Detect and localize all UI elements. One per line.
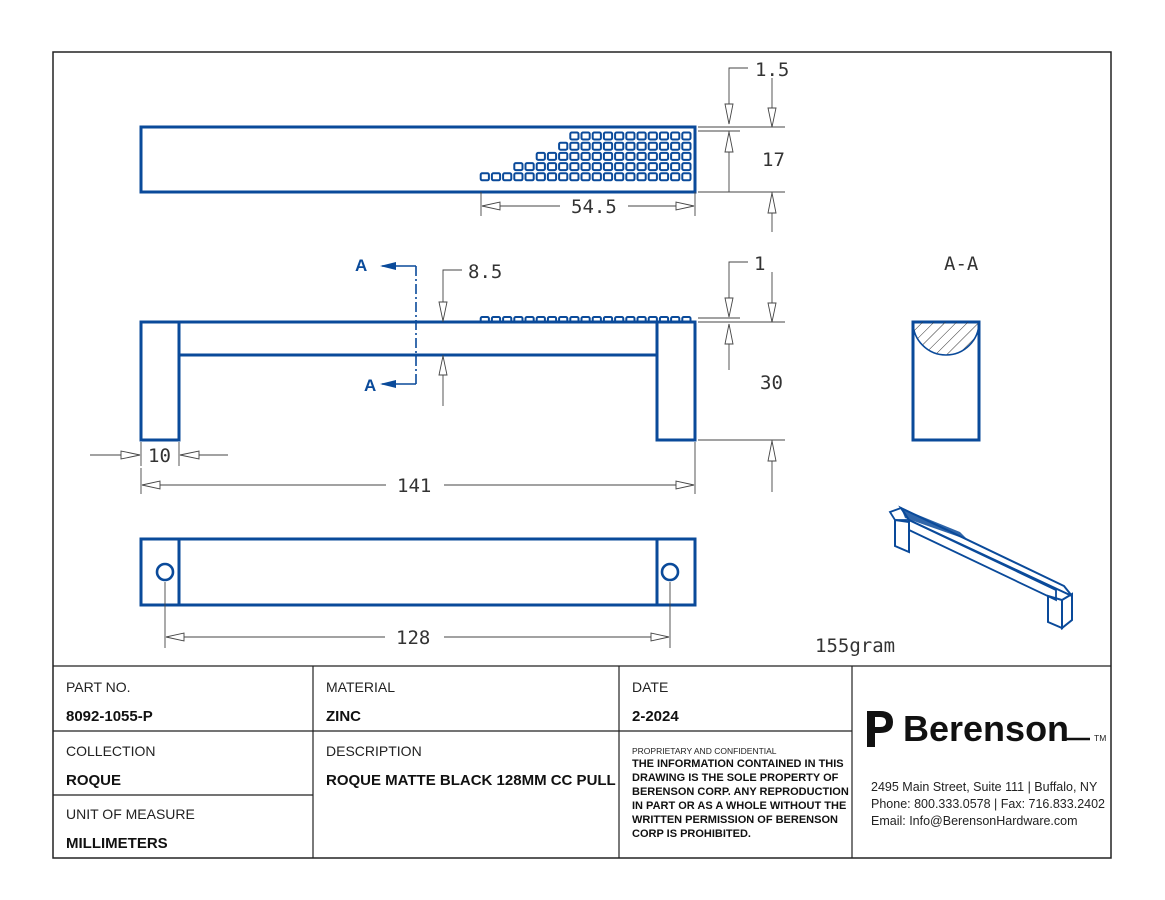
unit-label: UNIT OF MEASURE	[66, 806, 195, 822]
knurl-pattern	[481, 133, 691, 181]
knurl-cell	[492, 173, 500, 180]
knurl-cell	[615, 163, 623, 170]
knurl-cell	[570, 133, 578, 140]
bottom-view-dimensions	[165, 582, 670, 649]
knurl-edge-cell	[638, 317, 646, 322]
dim-knurl-length: 54.5	[571, 196, 617, 218]
mounting-hole-right	[662, 564, 678, 580]
knurl-cell	[593, 173, 601, 180]
knurl-edge-cell	[537, 317, 545, 322]
knurl-cell	[660, 173, 668, 180]
knurl-cell	[671, 163, 679, 170]
confidential-line: DRAWING IS THE SOLE PROPERTY OF	[632, 772, 839, 784]
knurl-edge	[481, 317, 691, 322]
confidential-line: WRITTEN PERMISSION OF BERENSON	[632, 814, 838, 826]
knurl-cell	[660, 153, 668, 160]
section-marker	[355, 256, 416, 395]
description-label: DESCRIPTION	[326, 743, 422, 759]
material-label: MATERIAL	[326, 679, 395, 695]
unit-value: MILLIMETERS	[66, 835, 168, 852]
knurl-cell	[570, 173, 578, 180]
knurl-edge-cell	[492, 317, 500, 322]
knurl-cell	[649, 163, 657, 170]
knurl-cell	[582, 153, 590, 160]
knurl-cell	[604, 173, 612, 180]
knurl-cell	[582, 163, 590, 170]
knurl-cell	[514, 163, 522, 170]
knurl-cell	[671, 143, 679, 150]
confidential-line: THE INFORMATION CONTAINED IN THIS	[632, 758, 844, 770]
knurl-cell	[649, 153, 657, 160]
knurl-cell	[604, 153, 612, 160]
bottom-view	[141, 539, 695, 605]
knurl-cell	[615, 143, 623, 150]
dim-thickness-side: 1	[754, 253, 766, 275]
top-view	[141, 127, 695, 192]
dim-section-offset: 8.5	[468, 261, 503, 283]
weight-label: 155gram	[815, 635, 896, 657]
knurl-cell	[638, 143, 646, 150]
knurl-edge-cell	[626, 317, 634, 322]
knurl-cell	[649, 143, 657, 150]
knurl-cell	[615, 153, 623, 160]
knurl-cell	[626, 163, 634, 170]
knurl-edge-cell	[582, 317, 590, 322]
knurl-cell	[682, 163, 690, 170]
knurl-cell	[570, 163, 578, 170]
knurl-cell	[582, 173, 590, 180]
front-view	[141, 317, 695, 440]
collection-label: COLLECTION	[66, 743, 156, 759]
knurl-cell	[593, 133, 601, 140]
knurl-cell	[593, 163, 601, 170]
date-value: 2-2024	[632, 708, 679, 725]
confidential-line: IN PART OR AS A WHOLE WITHOUT THE	[632, 800, 847, 812]
title-block	[53, 666, 1111, 858]
knurl-edge-cell	[682, 317, 690, 322]
knurl-cell	[638, 133, 646, 140]
confidential-line: BERENSON CORP. ANY REPRODUCTION	[632, 786, 849, 798]
company-address: 2495 Main Street, Suite 111 | Buffalo, NY	[871, 780, 1098, 794]
knurl-cell	[638, 163, 646, 170]
dim-overall-length: 141	[397, 475, 432, 497]
dim-hole-center: 128	[396, 627, 431, 649]
knurl-cell	[481, 173, 489, 180]
knurl-cell	[548, 163, 556, 170]
trademark-mark: TM	[1094, 733, 1107, 743]
isometric-view	[815, 508, 1072, 657]
knurl-edge-cell	[593, 317, 601, 322]
knurl-cell	[593, 153, 601, 160]
company-email: Email: Info@BerensonHardware.com	[871, 814, 1078, 828]
knurl-edge-cell	[514, 317, 522, 322]
knurl-edge-cell	[671, 317, 679, 322]
description-value: ROQUE MATTE BLACK 128MM CC PULL	[326, 772, 616, 789]
knurl-edge-cell	[548, 317, 556, 322]
knurl-cell	[582, 133, 590, 140]
mounting-hole-left	[157, 564, 173, 580]
knurl-cell	[526, 163, 534, 170]
material-value: ZINC	[326, 708, 361, 725]
section-view	[913, 253, 979, 440]
knurl-edge-cell	[615, 317, 623, 322]
knurl-cell	[626, 153, 634, 160]
knurl-cell	[537, 173, 545, 180]
knurl-edge-cell	[604, 317, 612, 322]
knurl-cell	[671, 173, 679, 180]
knurl-edge-cell	[526, 317, 534, 322]
knurl-cell	[660, 133, 668, 140]
knurl-cell	[638, 153, 646, 160]
section-label-top: A	[355, 256, 368, 275]
part-no-value: 8092-1055-P	[66, 708, 153, 725]
knurl-cell	[649, 173, 657, 180]
knurl-cell	[503, 173, 511, 180]
knurl-cell	[615, 133, 623, 140]
knurl-edge-cell	[570, 317, 578, 322]
company-name: Berenson	[903, 708, 1070, 749]
confidential-heading: PROPRIETARY AND CONFIDENTIAL	[632, 746, 777, 756]
knurl-cell	[559, 143, 567, 150]
dim-thickness-top: 1.5	[755, 59, 790, 81]
knurl-cell	[604, 133, 612, 140]
company-phone: Phone: 800.333.0578 | Fax: 716.833.2402	[871, 797, 1105, 811]
dim-height-front: 17	[762, 149, 785, 171]
knurl-cell	[682, 173, 690, 180]
knurl-cell	[537, 163, 545, 170]
knurl-cell	[660, 143, 668, 150]
section-label-bottom: A	[364, 376, 377, 395]
knurl-edge-cell	[660, 317, 668, 322]
knurl-cell	[660, 163, 668, 170]
confidential-line: CORP IS PROHIBITED.	[632, 828, 751, 840]
knurl-cell	[649, 133, 657, 140]
knurl-cell	[559, 173, 567, 180]
knurl-cell	[559, 153, 567, 160]
knurl-edge-cell	[559, 317, 567, 322]
knurl-cell	[514, 173, 522, 180]
company-logo	[867, 708, 1106, 749]
dim-height-side: 30	[760, 372, 783, 394]
knurl-cell	[638, 173, 646, 180]
knurl-cell	[626, 143, 634, 150]
knurl-cell	[570, 153, 578, 160]
dim-leg-width: 10	[148, 445, 171, 467]
knurl-cell	[615, 173, 623, 180]
knurl-cell	[582, 143, 590, 150]
section-title: A-A	[944, 253, 979, 275]
knurl-cell	[604, 163, 612, 170]
part-no-label: PART NO.	[66, 679, 131, 695]
knurl-cell	[671, 153, 679, 160]
knurl-cell	[548, 153, 556, 160]
knurl-cell	[682, 153, 690, 160]
collection-value: ROQUE	[66, 772, 122, 789]
knurl-cell	[526, 173, 534, 180]
knurl-cell	[682, 133, 690, 140]
knurl-cell	[548, 173, 556, 180]
knurl-cell	[604, 143, 612, 150]
knurl-edge-cell	[481, 317, 489, 322]
knurl-cell	[626, 173, 634, 180]
knurl-cell	[682, 143, 690, 150]
date-label: DATE	[632, 679, 669, 695]
front-view-dimensions	[90, 253, 785, 497]
knurl-cell	[559, 163, 567, 170]
knurl-edge-cell	[503, 317, 511, 322]
knurl-cell	[671, 133, 679, 140]
knurl-cell	[593, 143, 601, 150]
knurl-edge-cell	[649, 317, 657, 322]
knurl-cell	[537, 153, 545, 160]
knurl-cell	[570, 143, 578, 150]
knurl-cell	[626, 133, 634, 140]
